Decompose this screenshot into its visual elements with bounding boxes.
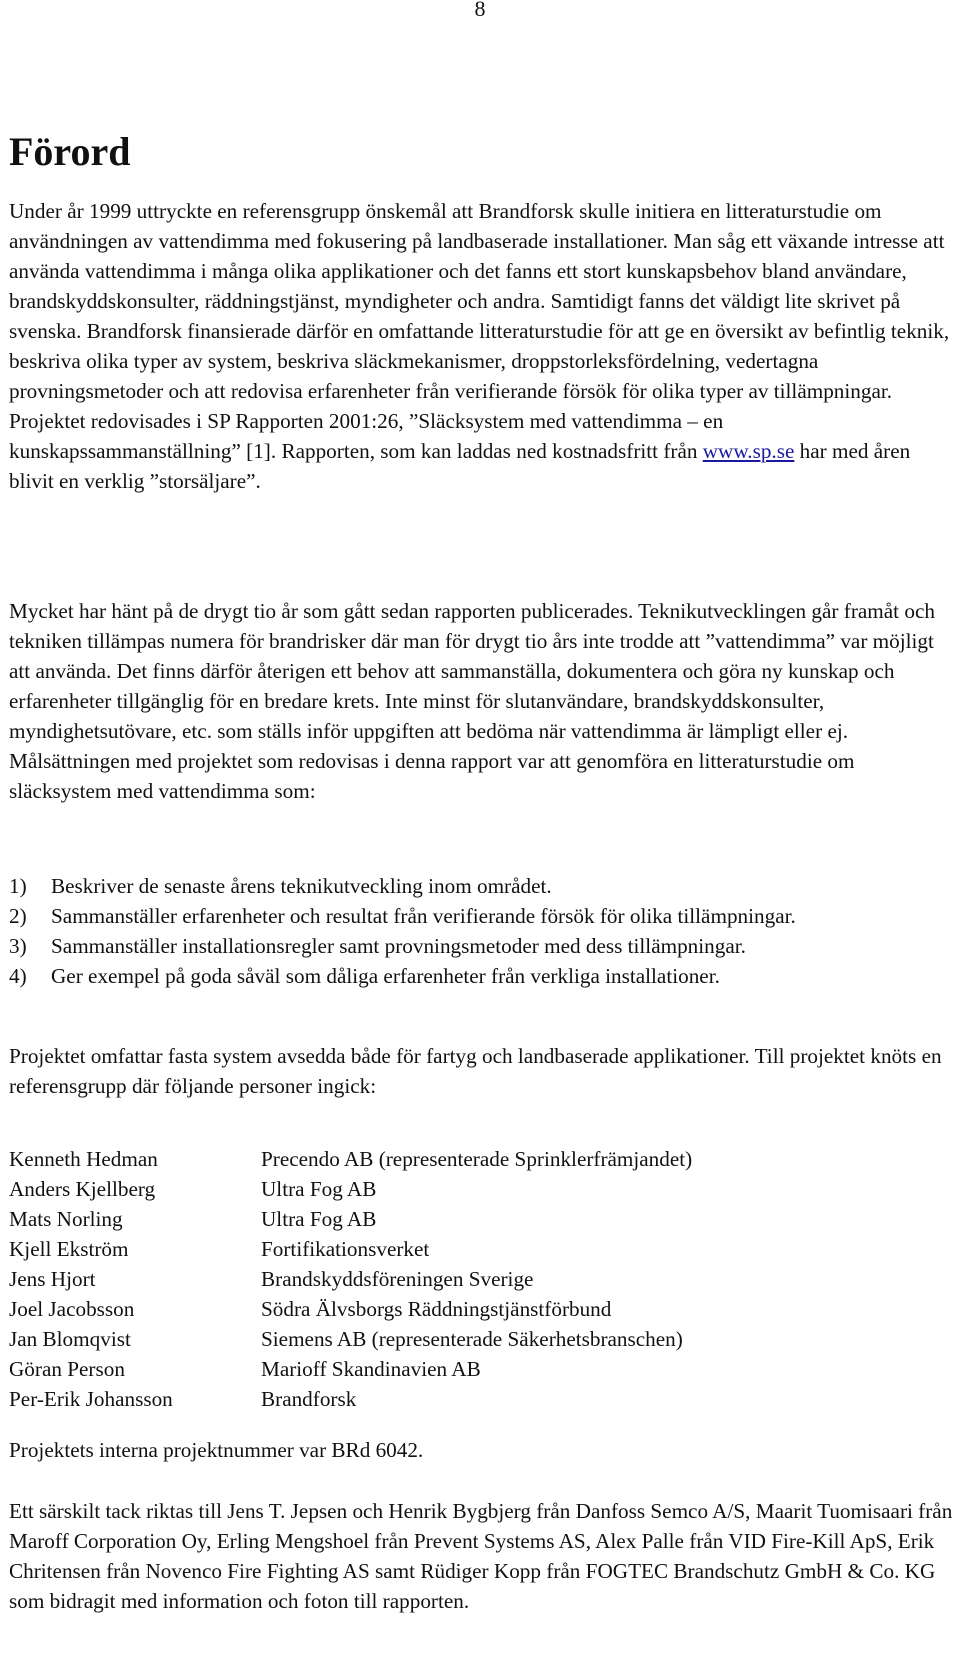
person-name: Göran Person: [9, 1357, 125, 1381]
list-item-text: Beskriver de senaste årens teknikutveckling inom området.: [51, 874, 552, 898]
person-organization: Brandskyddsföreningen Sverige: [261, 1267, 534, 1291]
person-organization: Marioff Skandinavien AB: [261, 1357, 481, 1381]
sp-website-link[interactable]: www.sp.se: [702, 439, 795, 463]
person-name: Kjell Ekström: [9, 1237, 129, 1261]
list-item-number: 4): [9, 964, 27, 988]
list-item-text: Sammanställer installationsregler samt provningsmetoder med dess tillämpningar.: [51, 934, 746, 958]
list-item: [9, 901, 954, 931]
person-organization: Södra Älvsborgs Räddningstjänstförbund: [261, 1297, 612, 1321]
person-name: Anders Kjellberg: [9, 1177, 156, 1201]
person-organization: Brandforsk: [261, 1387, 357, 1411]
list-item: [9, 931, 954, 961]
person-name: Joel Jacobsson: [9, 1297, 135, 1321]
page-title: Förord: [9, 129, 131, 174]
reference-group-list: [9, 1144, 954, 1414]
person-name: Mats Norling: [9, 1207, 123, 1231]
paragraph-scope: Projektet omfattar fasta system avsedda både för fartyg och landbaserade applikationer. Till projektet knöts en referensgrupp där följande personer ingick:: [9, 1044, 942, 1098]
reference-group-row: [9, 1234, 954, 1264]
reference-group-row: [9, 1144, 954, 1174]
list-item-text: Ger exempel på goda såväl som dåliga erfarenheter från verkliga installationer.: [51, 964, 720, 988]
list-item-number: 3): [9, 934, 27, 958]
person-name: Jens Hjort: [9, 1267, 96, 1291]
person-organization: Ultra Fog AB: [261, 1177, 377, 1201]
reference-group-row: [9, 1264, 954, 1294]
reference-group-row: [9, 1294, 954, 1324]
person-name: Per-Erik Johansson: [9, 1387, 173, 1411]
paragraph-intro-text: Under år 1999 uttryckte en referensgrupp önskemål att Brandforsk skulle initiera en litteraturstudie om användningen av vattendimma med fokusering på landbaserade installationer. Man såg ett växande intresse att använda vattendimma i många olika applikationer och det fanns ett stort kunskapsbehov bland användare, brandskyddskonsulter, räddningstjänst, myndigheter och andra. Samtidigt fanns det väldigt lite skrivet på svenska. Brandforsk finansierade därför en omfattande litteraturstudie för att ge en översikt av befintlig teknik, beskriva olika typer av system, beskriva släckmekanismer, droppstorleksfördelning, vedertagna provningsmetoder och att redovisa erfarenheter från verifierande försök för olika typer av tillämpningar. Projektet redovisades i SP Rapporten 2001:26, ”Släcksystem med vattendimma – en kunskapssammanställning” [1]. Rapporten, som kan laddas ned kostnadsfritt från: [9, 199, 950, 463]
reference-group-row: [9, 1324, 954, 1354]
paragraph-acknowledgements: Ett särskilt tack riktas till Jens T. Jepsen och Henrik Bygbjerg från Danfoss Semco A/S, Maarit Tuomisaari från Maroff Corporation Oy, Erling Mengshoel från Prevent Systems AS, Alex Palle från VID Fire-Kill ApS, Erik Chritensen från Novenco Fire Fighting AS samt Rüdiger Kopp från FOGTEC Brandschutz GmbH & Co. KG som bidragit med information och foton till rapporten.: [9, 1499, 953, 1613]
person-name: Kenneth Hedman: [9, 1147, 158, 1171]
paragraph-project-number: Projektets interna projektnummer var BRd 6042.: [9, 1438, 424, 1462]
person-organization: Precendo AB (representerade Sprinklerfrämjandet): [261, 1147, 693, 1171]
list-item: [9, 961, 954, 991]
reference-group-row: [9, 1384, 954, 1414]
person-organization: Fortifikationsverket: [261, 1237, 430, 1261]
objectives-list: [9, 871, 954, 991]
list-item-text: Sammanställer erfarenheter och resultat från verifierande försök för olika tillämpningar.: [51, 904, 796, 928]
reference-group-row: [9, 1354, 954, 1384]
reference-group-row: [9, 1204, 954, 1234]
list-item-number: 1): [9, 874, 27, 898]
paragraph-intro-tail: har med åren blivit en verklig ”storsäljare”.: [9, 439, 911, 493]
person-name: Jan Blomqvist: [9, 1327, 131, 1351]
reference-group-row: [9, 1174, 954, 1204]
paragraph-background: Mycket har hänt på de drygt tio år som gått sedan rapporten publicerades. Teknikutvecklingen går framåt och tekniken tillämpas numera för brandrisker där man för drygt tio års inte trodde att ”vattendimma” var möjligt att använda. Det finns därför återigen ett behov att sammanställa, dokumentera och göra ny kunskap och erfarenheter tillgänglig för en bredare krets. Inte minst för slutanvändare, brandskyddskonsulter, myndighetsutövare, etc. som ställs inför uppgiften att bedöma när vattendimma är lämpligt eller ej. Målsättningen med projektet som redovisas i denna rapport var att genomföra en litteraturstudie om släcksystem med vattendimma som:: [9, 599, 935, 803]
list-item-number: 2): [9, 904, 27, 928]
list-item: [9, 871, 954, 901]
page-number: 8: [474, 0, 486, 21]
person-organization: Ultra Fog AB: [261, 1207, 377, 1231]
person-organization: Siemens AB (representerade Säkerhetsbranschen): [261, 1327, 683, 1351]
paragraph-intro: [9, 196, 954, 496]
